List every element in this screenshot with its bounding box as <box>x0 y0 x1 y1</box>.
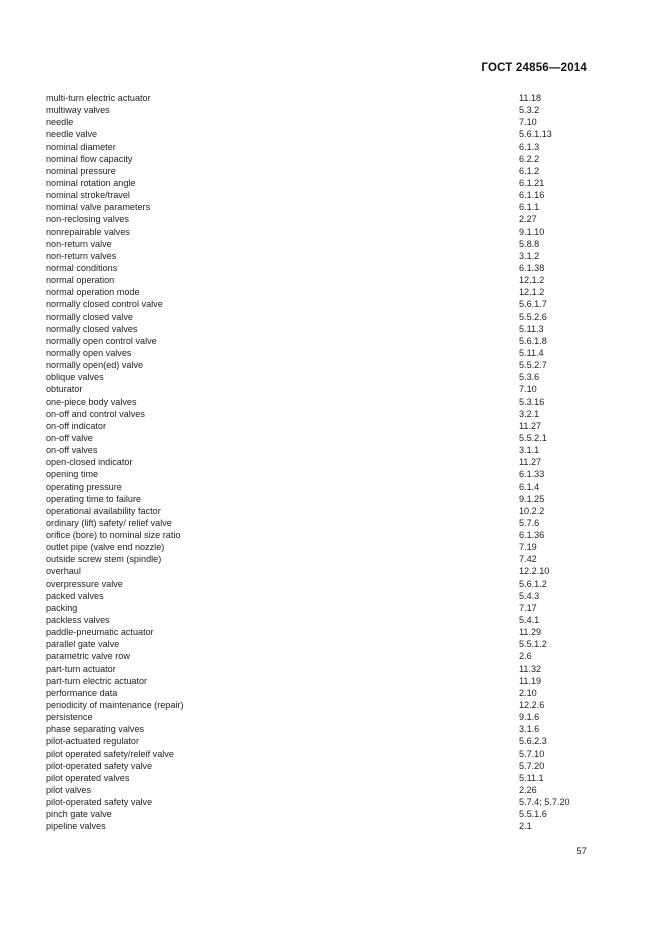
index-entry-term: operational availability factor <box>46 505 161 516</box>
index-entry <box>46 226 661 238</box>
index-entry-reference: 11.27 <box>519 457 542 468</box>
index-entry-reference: 2.6 <box>519 651 532 662</box>
index-entry-term: packing <box>46 602 78 613</box>
index-entry <box>46 432 661 444</box>
index-entry-term: outside screw stem (spindle) <box>46 554 162 565</box>
index-entry-term: pilot valves <box>46 785 91 796</box>
index-entry-term: one-piece body valves <box>46 396 137 407</box>
index-entry-term: ordinary (lift) safety/ relief valve <box>46 517 172 528</box>
index-entry <box>46 553 661 565</box>
index-entry-reference: 7.19 <box>519 542 537 553</box>
index-entry-reference: 5.5.2.7 <box>519 360 547 371</box>
index-entry <box>46 760 661 772</box>
index-entry <box>46 541 661 553</box>
index-entry-reference: 5.4.1 <box>519 615 540 626</box>
index-entry-reference: 5.7.20 <box>519 760 545 771</box>
index-entry-reference: 5.5.2.1 <box>519 432 547 443</box>
alphabetical-index-list <box>46 92 661 833</box>
index-entry <box>46 116 661 128</box>
index-entry-term: overpressure valve <box>46 578 123 589</box>
index-entry <box>46 444 661 456</box>
index-entry-reference: 12.1.2 <box>519 287 545 298</box>
index-entry <box>46 250 661 262</box>
index-entry-reference: 12.1.2 <box>519 275 545 286</box>
index-entry <box>46 408 661 420</box>
index-entry-term: needle <box>46 117 74 128</box>
index-entry <box>46 371 661 383</box>
index-entry-reference: 11.19 <box>519 675 542 686</box>
index-entry <box>46 262 661 274</box>
index-entry-reference: 11.18 <box>519 93 542 103</box>
index-entry <box>46 128 661 140</box>
index-entry-term: oblique valves <box>46 372 104 383</box>
index-entry-term: normally open valves <box>46 347 132 358</box>
index-entry <box>46 141 661 153</box>
index-entry-reference: 5.5.2.6 <box>519 311 547 322</box>
index-entry <box>46 298 661 310</box>
index-entry <box>46 153 661 165</box>
index-entry-term: part-turn actuator <box>46 663 116 674</box>
index-entry-reference: 7.10 <box>519 117 537 128</box>
index-entry <box>46 493 661 505</box>
index-entry-term: multiway valves <box>46 105 110 116</box>
index-entry-term: normally open control valve <box>46 335 157 346</box>
index-entry-reference: 12.2.6 <box>519 700 545 711</box>
index-entry-reference: 7.10 <box>519 384 537 395</box>
index-entry-reference: 6.1.33 <box>519 469 545 480</box>
index-entry-term: pilot operated safety/releif valve <box>46 748 174 759</box>
index-entry-reference: 5.11.3 <box>519 323 544 334</box>
index-entry <box>46 590 661 602</box>
index-entry-reference: 5.6.1.7 <box>519 299 547 310</box>
index-entry-reference: 2.10 <box>519 687 537 698</box>
index-entry-term: normally closed valves <box>46 323 138 334</box>
index-entry-term: paddle-pneumatic actuator <box>46 627 154 638</box>
index-entry-term: non-return valve <box>46 238 112 249</box>
index-entry <box>46 663 661 675</box>
index-entry <box>46 383 661 395</box>
index-entry-reference: 10.2.2 <box>519 505 545 516</box>
index-entry-reference: 5.3.2 <box>519 105 540 116</box>
index-entry-term: normally closed valve <box>46 311 133 322</box>
index-entry-term: operating pressure <box>46 481 122 492</box>
index-entry-term: persistence <box>46 712 93 723</box>
index-entry-reference: 9.1.10 <box>519 226 545 237</box>
index-entry-reference: 3.1.1 <box>519 445 540 456</box>
index-entry-reference: 2.1 <box>519 821 532 832</box>
index-entry <box>46 602 661 614</box>
index-entry-term: operating time to failure <box>46 493 142 504</box>
index-entry-reference: 5.7.6 <box>519 517 540 528</box>
index-entry-term: orifice (bore) to nominal size ratio <box>46 530 181 541</box>
index-entry-term: part-turn electric actuator <box>46 675 148 686</box>
index-entry-term: pipeline valves <box>46 821 106 832</box>
index-entry-reference: 2.27 <box>519 214 537 225</box>
index-entry <box>46 748 661 760</box>
page-header-standard-title: ГОСТ 24856—2014 <box>481 62 587 74</box>
index-entry-term: parallel gate valve <box>46 639 120 650</box>
index-entry-term: on-off and control valves <box>46 408 145 419</box>
index-entry-term: nominal flow capacity <box>46 153 133 164</box>
index-entry <box>46 820 661 832</box>
index-entry <box>46 699 661 711</box>
index-entry-term: on-off valves <box>46 445 98 456</box>
index-entry <box>46 92 661 104</box>
index-entry-reference: 5.11.4 <box>519 347 544 358</box>
index-entry-reference: 9.1.6 <box>519 712 540 723</box>
index-entry-reference: 5.4.3 <box>519 590 540 601</box>
index-entry <box>46 238 661 250</box>
index-entry <box>46 165 661 177</box>
index-entry-reference: 11.27 <box>519 420 542 431</box>
index-entry <box>46 675 661 687</box>
index-entry-term: parametric valve row <box>46 651 130 662</box>
index-entry-reference: 3.1.2 <box>519 250 540 261</box>
index-entry <box>46 311 661 323</box>
index-entry-term: periodicity of maintenance (repair) <box>46 700 184 711</box>
index-entry-term: normal operation mode <box>46 287 140 298</box>
index-entry <box>46 420 661 432</box>
index-entry <box>46 808 661 820</box>
index-entry-term: non-reclosing valves <box>46 214 129 225</box>
index-entry-term: nominal rotation angle <box>46 177 136 188</box>
index-entry-term: nominal valve parameters <box>46 202 151 213</box>
index-entry <box>46 335 661 347</box>
index-entry <box>46 481 661 493</box>
index-entry <box>46 687 661 699</box>
index-entry <box>46 286 661 298</box>
index-entry-reference: 5.3.16 <box>519 396 545 407</box>
index-entry-term: non-return valves <box>46 250 117 261</box>
index-entry-term: nominal pressure <box>46 165 116 176</box>
index-entry <box>46 735 661 747</box>
page-number: 57 <box>576 846 587 857</box>
index-entry-term: nominal stroke/travel <box>46 190 130 201</box>
index-entry-reference: 6.1.21 <box>519 177 545 188</box>
index-entry <box>46 711 661 723</box>
index-entry <box>46 638 661 650</box>
index-entry-reference: 11.29 <box>519 627 542 638</box>
index-entry-reference: 5.8.8 <box>519 238 540 249</box>
index-entry-reference: 7.42 <box>519 554 537 565</box>
index-entry <box>46 565 661 577</box>
index-entry-reference: 5.3.6 <box>519 372 540 383</box>
index-entry-term: normal conditions <box>46 262 118 273</box>
index-entry-term: open-closed indicator <box>46 457 133 468</box>
index-entry-term: pilot-operated safety valve <box>46 760 153 771</box>
index-entry <box>46 650 661 662</box>
index-entry-reference: 3.1.6 <box>519 724 540 735</box>
index-entry-reference: 12.2.10 <box>519 566 550 577</box>
index-entry-term: pilot-actuated regulator <box>46 736 140 747</box>
index-entry-term: obturator <box>46 384 83 395</box>
index-entry-reference: 3.2.1 <box>519 408 540 419</box>
index-entry-term: outlet pipe (valve end nozzle) <box>46 542 165 553</box>
index-entry-term: pinch gate valve <box>46 809 112 820</box>
index-entry <box>46 201 661 213</box>
index-entry-reference: 6.1.2 <box>519 165 540 176</box>
index-entry-term: on-off valve <box>46 432 93 443</box>
index-entry-reference: 6.1.4 <box>519 481 540 492</box>
index-entry-reference: 7.17 <box>519 602 537 613</box>
index-entry-reference: 5.11.1 <box>519 772 544 783</box>
index-entry-reference: 6.1.1 <box>519 202 540 213</box>
index-entry-reference: 5.6.1.2 <box>519 578 547 589</box>
index-entry-reference: 6.2.2 <box>519 153 540 164</box>
index-entry-reference: 5.6.2.3 <box>519 736 547 747</box>
index-entry-reference: 11.32 <box>519 663 542 674</box>
index-entry <box>46 177 661 189</box>
index-entry-term: opening time <box>46 469 99 480</box>
index-entry-reference: 6.1.3 <box>519 141 540 152</box>
index-entry-reference: 6.1.36 <box>519 530 545 541</box>
index-entry-term: pilot-operated safety valve <box>46 797 153 808</box>
index-entry <box>46 323 661 335</box>
index-entry-term: nominal diameter <box>46 141 116 152</box>
index-entry-reference: 6.1.16 <box>519 190 545 201</box>
index-entry <box>46 578 661 590</box>
index-entry-term: phase separating valves <box>46 724 145 735</box>
index-entry-reference: 6.1.38 <box>519 262 545 273</box>
index-entry-reference: 5.7.4; 5.7.20 <box>519 797 570 808</box>
index-entry <box>46 772 661 784</box>
index-entry-reference: 5.7.10 <box>519 748 545 759</box>
index-entry <box>46 104 661 116</box>
index-entry <box>46 505 661 517</box>
index-entry <box>46 347 661 359</box>
index-entry <box>46 784 661 796</box>
index-entry-term: needle valve <box>46 129 98 140</box>
index-entry-term: performance data <box>46 687 118 698</box>
index-entry-term: nonrepairable valves <box>46 226 130 237</box>
index-entry <box>46 529 661 541</box>
index-entry <box>46 517 661 529</box>
index-entry <box>46 274 661 286</box>
index-entry-term: on-off indicator <box>46 420 106 431</box>
index-entry <box>46 189 661 201</box>
index-entry <box>46 468 661 480</box>
index-entry-term: normally closed control valve <box>46 299 163 310</box>
index-entry-term: normal operation <box>46 275 115 286</box>
index-entry <box>46 456 661 468</box>
index-entry-reference: 5.5.1.2 <box>519 639 547 650</box>
index-entry-term: normally open(ed) valve <box>46 360 144 371</box>
index-entry-reference: 9.1.25 <box>519 493 545 504</box>
index-entry-term: overhaul <box>46 566 81 577</box>
index-entry <box>46 396 661 408</box>
index-entry <box>46 796 661 808</box>
index-entry <box>46 213 661 225</box>
index-entry <box>46 359 661 371</box>
index-entry <box>46 626 661 638</box>
index-entry-reference: 5.6.1.13 <box>519 129 552 140</box>
index-entry-term: pilot operated valves <box>46 772 130 783</box>
index-entry-reference: 5.5.1.6 <box>519 809 547 820</box>
index-entry <box>46 723 661 735</box>
index-entry <box>46 614 661 626</box>
index-entry-term: packed valves <box>46 590 104 601</box>
index-entry-reference: 2.26 <box>519 785 537 796</box>
index-entry-reference: 5.6.1.8 <box>519 335 547 346</box>
index-entry-term: packless valves <box>46 615 110 626</box>
index-entry-term: multi-turn electric actuator <box>46 93 151 103</box>
